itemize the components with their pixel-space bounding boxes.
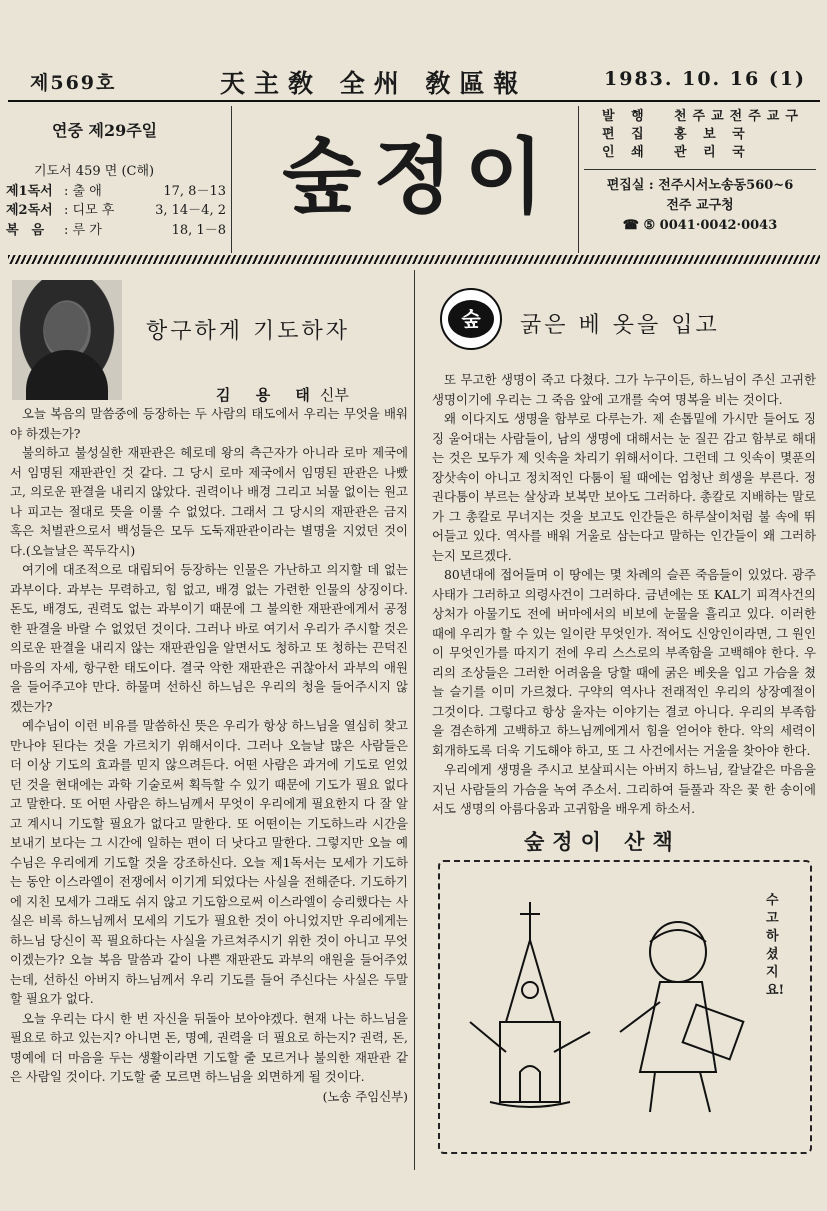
paragraph: 여기에 대조적으로 대립되어 등장하는 인물은 가난하고 의지할 데 없는 과부이다. 과부는 무력하고, 힘 없고, 배경 없는 가련한 인물의 상징이다. 돈도, 배경도, 권력도 없는 과부이기 때문에 그 불의한 재판관에게서 공정한 판결을 바랄 수 없었던 것이다. 그러나 바로 여기서 우리가 주시할 것은 의로운 판결을 내리지 않는 재판관임을 알면서도 청하고 또 청하는 끈덕진 마음의 자세, 항구한 태도이다. 결국 악한 재판관은 귀찮아서 과부의 애원을 들어주고야 만다. 하물며 선하신 하느님은 우리의 청을 들어주시지 않겠는가? bbox=[10, 562, 408, 714]
author-name: 김 용 태 bbox=[216, 386, 320, 404]
homily-body bbox=[10, 404, 408, 1106]
paragraph: 예수님이 이런 비유를 말씀하신 뜻은 우리가 항상 하느님을 열심히 찾고 만나야 된다는 것을 가르치기 위해서이다. 그러나 오늘날 많은 사람들은 더 이상 기도의 효과를 믿지 않으려든다. 어떤 사람은 과거에 기도로 얻었던 것을 현대에는 과학 기술로써 획득할 수 있기 때문에 기도가 필요 없다고 말한다. 또 어떤 사람은 하느님께서 무엇이 우리에게 필요한지 다 잘 알고 계시니 기도할 필요가 없다고 말한다. 또 어떤이는 기도하느라 시간을 보내기 보다는 그 시간에 일하는 편이 더 낫다고 말한다. 그렇지만 오늘 예수님은 우리에게 기도할 것을 강조하신다. 오늘 제1독서는 모세가 기도하는 동안 이스라엘이 전쟁에서 이기게 되었다는 사실을 전해준다. 기도하기에 지친 모세가 그래도 쉬지 않고 기도함으로써 이스라엘이 승리했다는 사실은 비록 하느님께서 모세의 기도가 필요한 것이 아니었지만 우리에게는 하느님 당신이 꼭 필요하다는 사실을 가르쳐주시기 위한 것이 아니고 무엇이겠는가? 오늘 복음 말씀과 같이 나쁜 재판관도 과부의 애원을 들어주었는데, 선하신 아버지 하느님께서 우리 기도를 들어 주신다는 사실은 두말할 필요가 없다. bbox=[10, 718, 408, 1006]
hatched-rule bbox=[8, 255, 820, 264]
reading-row bbox=[6, 162, 226, 182]
masthead-rule bbox=[8, 100, 820, 102]
cartoon-caption: 수고하셨지요! bbox=[766, 893, 785, 998]
publisher-value: 천주교전주교구 bbox=[674, 109, 804, 124]
church-body bbox=[500, 1022, 560, 1102]
reading-ref: 18, 1－8 bbox=[171, 222, 226, 238]
church-window bbox=[522, 982, 538, 998]
editorial-address: 편집실 : 전주시서노송동560~6 bbox=[606, 178, 794, 193]
paragraph: 오늘 복음의 말씀중에 등장하는 두 사람의 태도에서 우리는 무엇을 배워야 하겠는가? bbox=[10, 406, 408, 441]
editorial-office: 전주 교구청 bbox=[666, 198, 734, 213]
publisher-row bbox=[580, 126, 820, 144]
reading-ref: 17, 8－13 bbox=[163, 183, 226, 199]
reading-ref: 3, 14－4, 2 bbox=[155, 203, 226, 218]
homily-source: (노송 주임신부) bbox=[322, 1088, 408, 1104]
publisher-row bbox=[580, 144, 820, 162]
reading-book: : 루 가 bbox=[64, 222, 102, 238]
author-photo bbox=[12, 280, 122, 400]
church-door bbox=[520, 1066, 540, 1102]
paragraph: 우리에게 생명을 주시고 보살피시는 아버지 하느님, 칼날같은 마음을 지닌 사람들의 가슴을 녹여 주소서. 그리하여 들풀과 작은 꽃 한 송이에서도 생명의 아름다움과 고귀함을 배우게 하소서. bbox=[432, 762, 816, 816]
column-divider bbox=[414, 270, 415, 1170]
header-divider bbox=[231, 106, 232, 253]
reading-label: 제2독서 bbox=[6, 203, 53, 218]
publisher-value: 홍 보 국 bbox=[674, 127, 751, 142]
publisher-label: 편 집 bbox=[602, 127, 650, 142]
liturgical-week: 연중 제29주일 bbox=[52, 121, 158, 140]
reading-row bbox=[6, 182, 226, 202]
face-shape bbox=[44, 302, 88, 356]
cartoon-box bbox=[438, 860, 812, 1154]
cartoon-drawing bbox=[440, 862, 760, 1142]
publication-date: 1983. 10. 16 (1) bbox=[604, 68, 807, 90]
reading-label: 제1독서 bbox=[6, 183, 53, 199]
man-leg bbox=[650, 1072, 655, 1112]
publisher-box bbox=[580, 108, 820, 253]
masthead bbox=[0, 62, 827, 102]
editorial-body bbox=[432, 370, 816, 819]
paragraph: 또 무고한 생명이 죽고 다쳤다. 그가 누구이든, 하느님이 주신 고귀한 생명이기에 우리는 그 죽음 앞에 고개를 숙여 명복을 비는 것이다. bbox=[432, 372, 816, 407]
homily-title: 항구하게 기도하자 bbox=[146, 319, 351, 344]
walk-section-title: 숲정이 산책 bbox=[524, 830, 681, 854]
editorial-title: 굵은 베 옷을 입고 bbox=[520, 313, 720, 338]
paragraph: 불의하고 불성실한 재판관은 헤로데 왕의 측근자가 아니라 로마 제국에서 임명된 재판관인 것 같다. 그 당시 로마 제국에서 임명된 판관은 나빴고, 의로운 판결을 내리지 않았다. 권력이나 배경 그리고 뇌물 없이는 원고나 피고는 절대로 뜻을 이룰 수 없었다. 그래서 그 당시의 재판관은 금지 혹은 처벌관으로서 백성들은 모두 도둑재판관이라는 별명을 지었던 것이다.(오늘날은 꼭두각시) bbox=[10, 445, 408, 558]
logo-mark: 숲 bbox=[448, 300, 494, 338]
reading-row bbox=[6, 201, 226, 221]
paper-name: 天主敎 全州 敎區報 bbox=[220, 69, 528, 98]
newspaper-title: 숲정이 bbox=[282, 129, 556, 225]
issue-number: 제569호 bbox=[30, 72, 117, 94]
publisher-row bbox=[580, 108, 820, 126]
body-shape bbox=[26, 350, 108, 400]
header-divider bbox=[578, 106, 579, 253]
prayer-book-ref: 기도서 459 면 (C해) bbox=[34, 164, 155, 179]
reading-book: : 디모 후 bbox=[64, 203, 115, 218]
readings-list bbox=[6, 162, 226, 240]
man-leg bbox=[700, 1072, 710, 1112]
paragraph: 오늘 우리는 다시 한 번 자신을 뒤돌아 보아야겠다. 현재 나는 하느님을 필요로 하고 있는지? 아니면 돈, 명예, 권력을 더 필요로 하는지? 권력, 돈, 명예에 더 마음을 두는 생활이라면 기도할 줄 모르거나 불의한 재판관 같은 사람일 것이다. 기도할 줄 모르면 하느님을 외면하게 될 것이다. bbox=[10, 1010, 408, 1084]
publisher-label: 인 쇄 bbox=[602, 145, 650, 160]
reading-label: 복 음 bbox=[6, 222, 45, 238]
publisher-label: 발 행 bbox=[602, 109, 650, 124]
man-arm bbox=[620, 1002, 660, 1032]
reading-row bbox=[6, 221, 226, 241]
liturgy-box bbox=[0, 104, 230, 254]
paragraph: 왜 이다지도 생명을 함부로 다루는가. 제 손톱밑에 가시만 들어도 징징 울어대는 사람들이, 남의 생명에 대해서는 눈 질끈 감고 함부로 해대는 것은 모두가 제 잇속을 차리기 위해서이다. 그런데 그 잇속이 몇푼의 장삿속이 아니고 정치적인 다툼이 될 때에는 엄청난 희생을 부른다. 정권다툼이 부르는 살상과 보복만 보아도 그러하다. 총칼로 지배하는 말로가 그 총칼로 무너지는 것을 보고도 인간들은 하루살이처럼 불 속에 뛰어들고 있다. 역사를 배워 거울로 삼는다고 말하는 인간들이 왜 그러하는지 모르겠다. bbox=[432, 411, 816, 563]
reading-book: : 출 애 bbox=[64, 183, 102, 199]
phone-numbers: ☎ ⑤ 0041·0042·0043 bbox=[622, 218, 778, 233]
paragraph: 80년대에 접어들며 이 땅에는 몇 차례의 슬픈 죽음들이 있었다. 광주사태가 그러하고 의령사건이 그러하다. 금년에는 또 KAL기 피격사건의 상처가 아물기도 전에 버마에서의 비보에 눈물을 흘리고 있다. 이러한 때에 우리가 할 수 있는 일이란 무엇인가. 적어도 신앙인이라면, 그 원인이 무엇인가를 따지기 전에 우리 스스로의 부족함을 고백해야 한다. 우리의 조상들은 그러한 어려움을 당할 때에 굵은 베옷을 입고 가슴을 쳤늘 슬기를 이미 가르쳤다. 구약의 역사나 전래적인 우리의 상장예절이 그것이다. 그렇다고 항상 울자는 이야기는 결코 아니다. 우리의 부족함을 겸손하게 고백하고 하느님께에게서 힘을 얻어야 한다. 악의 세력이 회개하도록 더욱 기도해야 하고, 또 그 사건에서는 거울을 찾아야 한다. bbox=[432, 567, 816, 758]
column-logo bbox=[440, 288, 502, 350]
homily-byline bbox=[216, 384, 349, 405]
publisher-separator bbox=[584, 169, 816, 170]
man-body bbox=[640, 982, 716, 1072]
publisher-value: 관 리 국 bbox=[674, 145, 751, 160]
author-role: 신부 bbox=[319, 386, 349, 404]
